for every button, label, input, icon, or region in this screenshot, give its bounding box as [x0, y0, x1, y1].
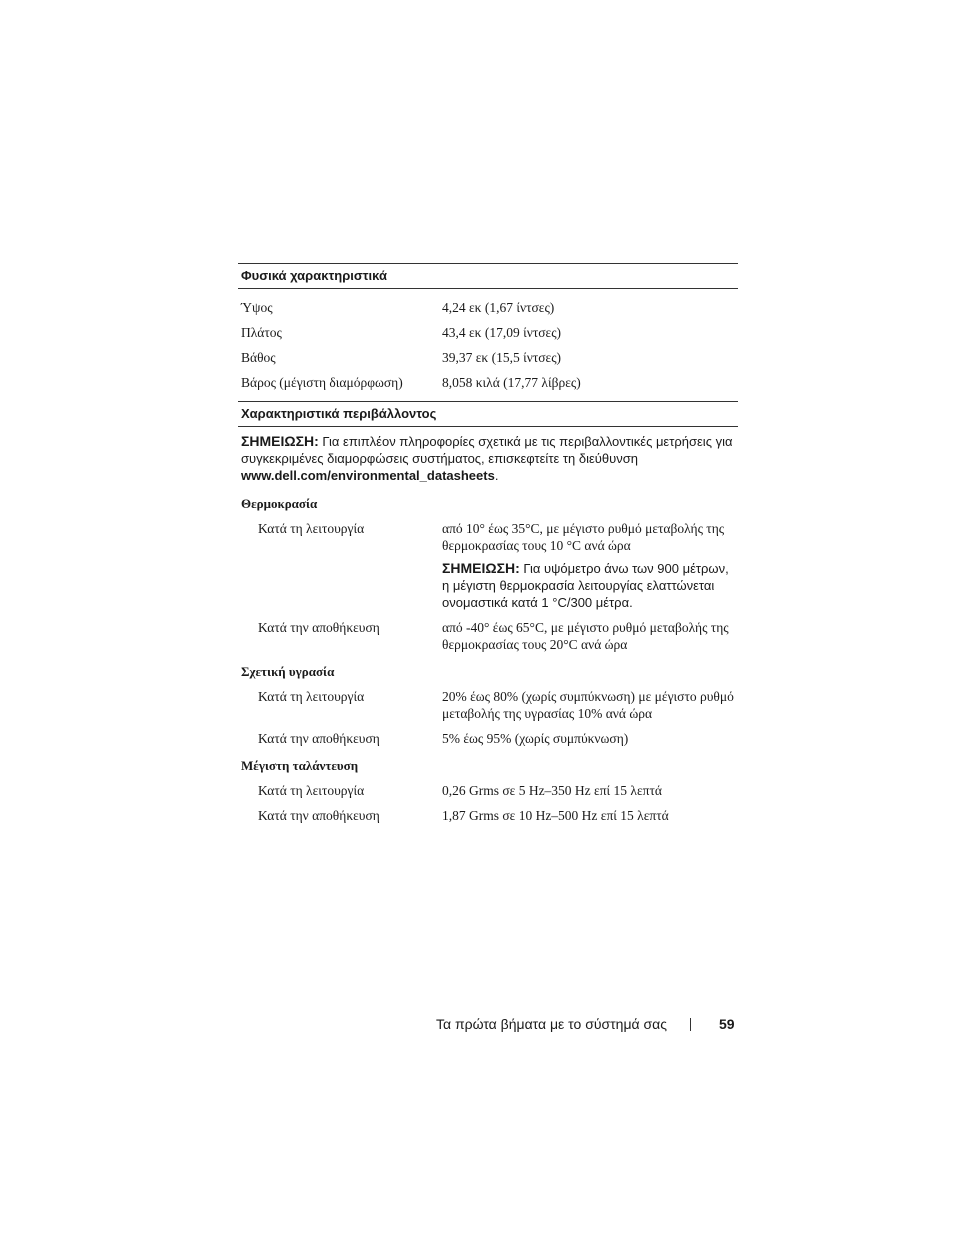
spec-value: 8,058 κιλά (17,77 λίβρες) [442, 375, 581, 390]
spec-label: Βάρος (μέγιστη διαμόρφωση) [241, 375, 403, 390]
spec-row [238, 688, 738, 722]
humidity-heading: Σχετική υγρασία [241, 664, 335, 679]
altitude-note [442, 560, 734, 611]
spec-row [238, 324, 738, 341]
spec-value: 39,37 εκ (15,5 ίντσες) [442, 350, 562, 365]
physical-rows [238, 289, 738, 391]
temperature-heading: Θερμοκρασία [241, 496, 318, 511]
note-text: Για υψόμετρο άνω των 900 μέτρων, η μέγιστη θερμοκρασία λειτουργίας ελαττώνεται ονομαστικά κατά 1 °C/300 μέτρα. [442, 561, 729, 610]
spec-value: από -40° έως 65°C, με μέγιστο ρυθμό μεταβολής της θερμοκρασίας τους 20°C ανά ώρα [442, 620, 729, 652]
spec-label: Βάθος [241, 350, 276, 365]
spec-row [238, 520, 738, 554]
spec-label: Κατά την αποθήκευση [258, 731, 380, 746]
physical-heading: Φυσικά χαρακτηριστικά [238, 263, 738, 289]
footer-title: Τα πρώτα βήματα με το σύστημά σας [436, 1016, 667, 1032]
spec-row [238, 807, 738, 824]
section-divider [238, 391, 738, 402]
spec-label: Κατά τη λειτουργία [258, 783, 365, 798]
environment-note [238, 431, 738, 484]
spec-row [238, 730, 738, 747]
spec-value: 1,87 Grms σε 10 Hz–500 Hz επί 15 λεπτά [442, 808, 669, 823]
note-end: . [494, 468, 499, 483]
spec-row [238, 619, 738, 653]
spec-label: Κατά τη λειτουργία [258, 689, 365, 704]
spec-row [238, 374, 738, 391]
spec-page [238, 263, 738, 824]
note-label: ΣΗΜΕΙΩΣΗ: [442, 560, 520, 576]
datasheets-link[interactable]: www.dell.com/environmental_datasheets [241, 468, 495, 483]
spec-value: 20% έως 80% (χωρίς συμπύκνωση) με μέγιστο ρυθμό μεταβολής της υγρασίας 10% ανά ώρα [442, 689, 734, 721]
spec-value: 0,26 Grms σε 5 Hz–350 Hz επί 15 λεπτά [442, 783, 662, 798]
spec-value: 5% έως 95% (χωρίς συμπύκνωση) [442, 731, 629, 746]
spec-row [238, 299, 738, 316]
spec-row [238, 782, 738, 799]
spec-label: Ύψος [241, 300, 273, 315]
spec-label: Κατά τη λειτουργία [258, 521, 365, 536]
spec-label: Πλάτος [241, 325, 282, 340]
footer-separator [690, 1018, 691, 1031]
spec-value: από 10° έως 35°C, με μέγιστο ρυθμό μεταβολής της θερμοκρασίας τους 10 °C ανά ώρα [442, 521, 725, 553]
spec-value: 43,4 εκ (17,09 ίντσες) [442, 325, 562, 340]
spec-value: 4,24 εκ (1,67 ίντσες) [442, 300, 555, 315]
vibration-heading: Μέγιστη ταλάντευση [241, 758, 359, 773]
spec-row [238, 349, 738, 366]
spec-label: Κατά την αποθήκευση [258, 620, 380, 635]
spec-label: Κατά την αποθήκευση [258, 808, 380, 823]
page-number: 59 [719, 1016, 735, 1032]
note-text: Για επιπλέον πληροφορίες σχετικά με τις περιβαλλοντικές μετρήσεις για συγκεκριμένες διαμορφώσεις συστήματος, επισκεφτείτε τη διεύθυνση [241, 434, 733, 466]
note-label: ΣΗΜΕΙΩΣΗ: [241, 433, 319, 449]
environment-heading: Χαρακτηριστικά περιβάλλοντος [238, 402, 738, 427]
